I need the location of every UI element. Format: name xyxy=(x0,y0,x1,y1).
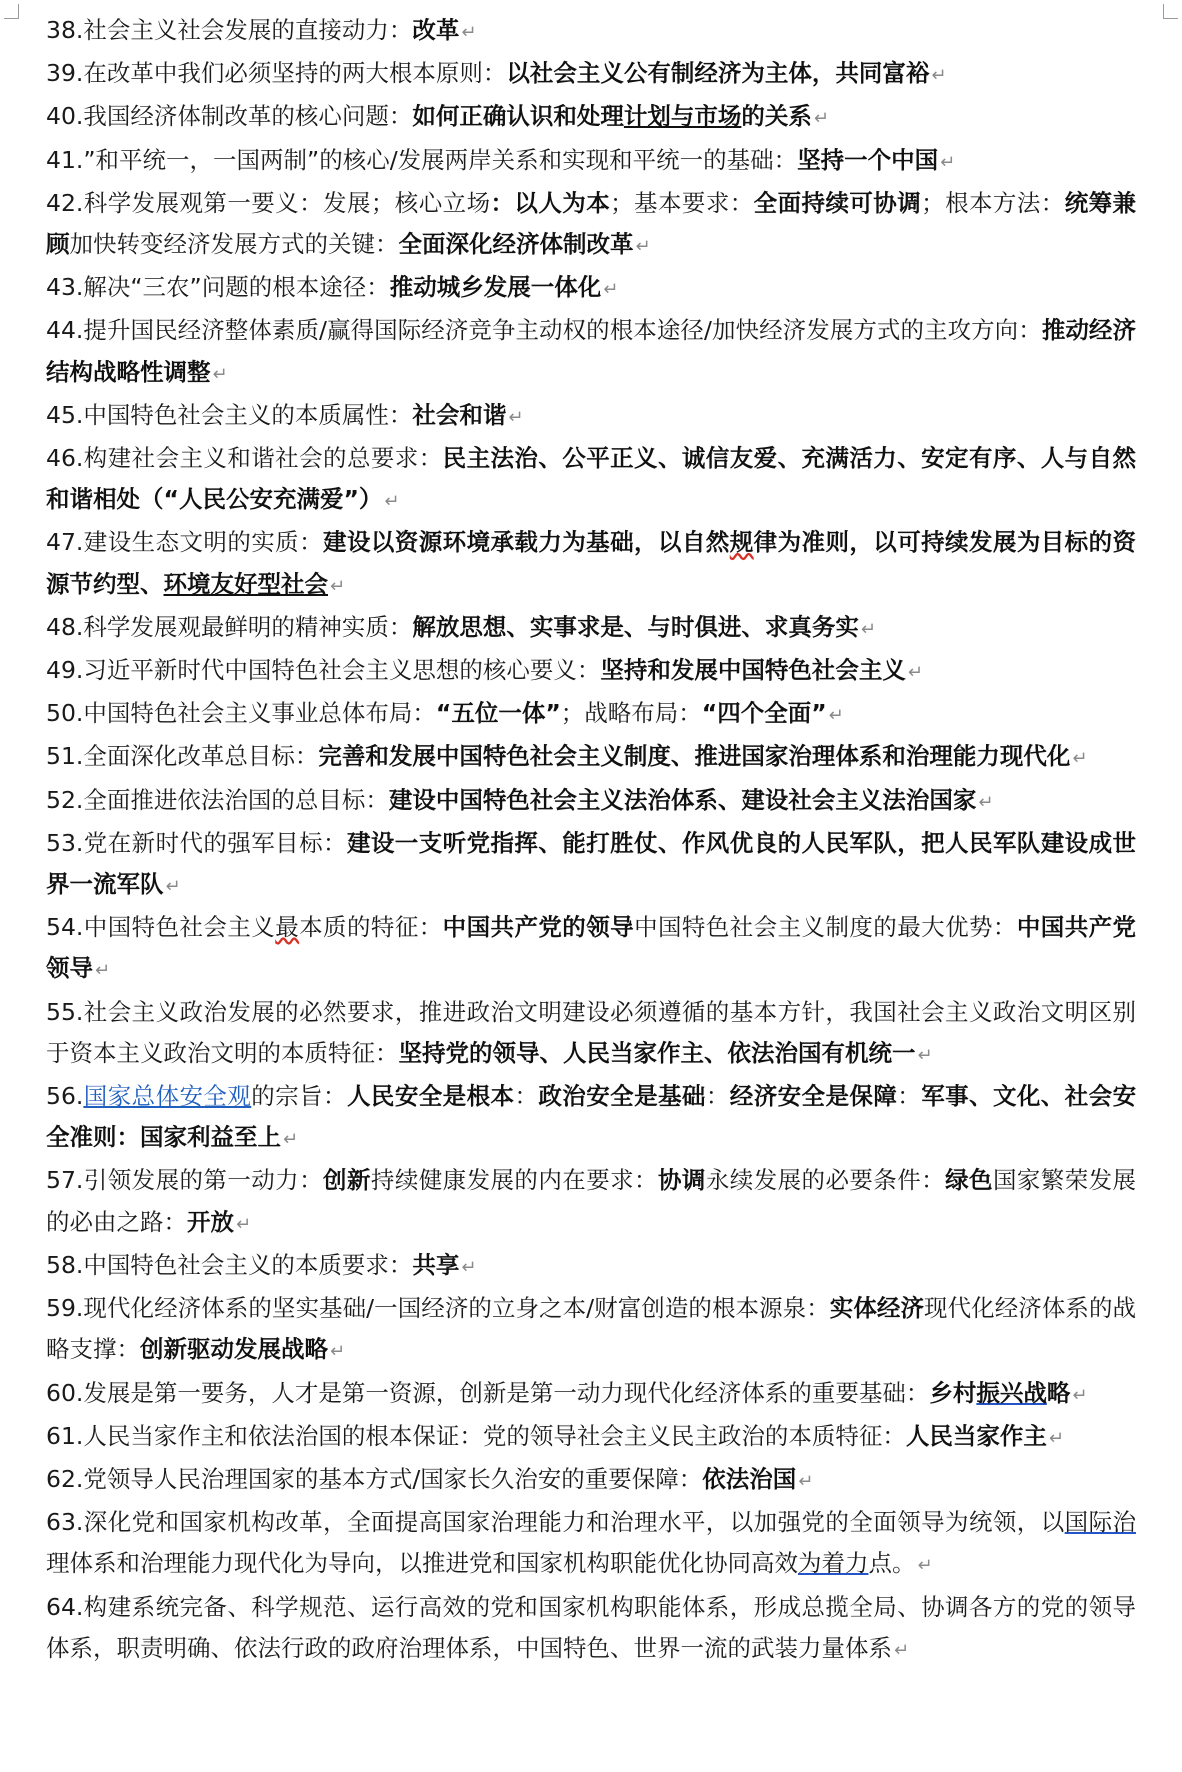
paragraph-text: 坚持一个中国 xyxy=(797,145,939,174)
paragraph-46 xyxy=(46,438,1136,522)
paragraph-mark-icon: ↵ xyxy=(931,65,947,87)
paragraph-mark-icon: ↵ xyxy=(603,279,619,301)
paragraph-60 xyxy=(46,1373,1136,1416)
paragraph-text: 统筹兼顾 xyxy=(46,188,1137,259)
paragraph-mark-icon: ↵ xyxy=(95,960,111,982)
paragraph-52 xyxy=(46,780,1136,823)
paragraph-text: 坚持和发展中国特色社会主义 xyxy=(600,656,906,685)
paragraph-mark-icon: ↵ xyxy=(894,1639,910,1661)
paragraph-53 xyxy=(46,823,1136,907)
paragraph-text: 规 xyxy=(729,528,754,557)
hyperlink-text[interactable]: 计划与市场 xyxy=(623,102,742,131)
paragraph-text: 40.我国经济体制改革的核心问题： xyxy=(46,102,413,131)
paragraph-text: 加快转变经济发展方式的关键： xyxy=(69,230,399,259)
paragraph-59 xyxy=(46,1288,1136,1372)
paragraph-mark-icon: ↵ xyxy=(384,491,400,513)
paragraph-39 xyxy=(46,53,1136,96)
paragraph-mark-icon: ↵ xyxy=(798,1470,814,1492)
paragraph-text: 59.现代化经济体系的坚实基础/一国经济的立身之本/财富创造的根本源泉： xyxy=(46,1294,830,1323)
paragraph-mark-icon: ↵ xyxy=(1048,1427,1064,1449)
paragraph-54 xyxy=(46,907,1136,991)
paragraph-text: ：以人为本 xyxy=(490,188,611,217)
paragraph-mark-icon: ↵ xyxy=(283,1129,299,1151)
paragraph-mark-icon: ↵ xyxy=(236,1213,252,1235)
paragraph-58 xyxy=(46,1245,1136,1288)
paragraph-64 xyxy=(46,1587,1136,1671)
paragraph-text: ： xyxy=(514,1082,539,1111)
paragraph-text: 点。 xyxy=(868,1549,916,1578)
paragraph-text: 中国共产党的领导 xyxy=(442,913,635,942)
paragraph-text: 开放 xyxy=(187,1207,234,1236)
paragraph-mark-icon: ↵ xyxy=(917,1044,933,1066)
paragraph-text: 49.习近平新时代中国特色社会主义思想的核心要义： xyxy=(46,656,601,685)
paragraph-text: 理体系和治理能力现代化为导向，以推进党和国家机构职能优化协同高效 xyxy=(46,1549,798,1578)
paragraph-mark-icon: ↵ xyxy=(860,618,876,640)
paragraph-mark-icon: ↵ xyxy=(813,108,829,130)
paragraph-mark-icon: ↵ xyxy=(212,363,228,385)
paragraph-text: 52.全面推进依法治国的总目标： xyxy=(46,785,389,814)
paragraph-text: 48.科学发展观最鲜明的精神实质： xyxy=(46,612,413,641)
paragraph-text: “五位一体” xyxy=(435,699,561,728)
paragraph-text: 永续发展的必要条件： xyxy=(705,1166,946,1195)
paragraph-text: 43.解决“三农”问题的根本途径： xyxy=(46,273,390,302)
paragraph-50 xyxy=(46,693,1136,736)
paragraph-text: 创新 xyxy=(323,1166,371,1195)
paragraph-text: 57.引领发展的第一动力： xyxy=(46,1166,324,1195)
paragraph-text: 略 xyxy=(1046,1378,1071,1407)
paragraph-text: 持续健康发展的内在要求： xyxy=(370,1166,658,1195)
paragraph-text: ；战略布局： xyxy=(560,699,702,728)
paragraph-text: 中国共产党领导 xyxy=(46,913,1137,983)
paragraph-text: 国际治 xyxy=(1064,1508,1137,1537)
paragraph-text: “四个全面” xyxy=(701,699,827,728)
paragraph-mark-icon: ↵ xyxy=(508,406,524,428)
paragraph-text: 62.党领导人民治理国家的基本方式/国家长久治安的重要保障： xyxy=(46,1464,703,1493)
paragraph-42 xyxy=(46,183,1136,267)
paragraph-text: 45.中国特色社会主义的本质属性： xyxy=(46,400,413,429)
paragraph-text: 律为准则，以可持续发展为目标的资源节约型、 xyxy=(46,528,1137,598)
paragraph-text: 坚持党的领导、人民当家作主、依法治国有机统一 xyxy=(398,1038,916,1067)
paragraph-text: 42.科学发展观第一要义：发展；核心立场 xyxy=(46,188,491,217)
paragraph-text: 51.全面深化改革总目标： xyxy=(46,742,319,771)
paragraph-text: 63.深化党和国家机构改革，全面提高国家治理能力和治理水平，以加强党的全面领导为统领，以 xyxy=(46,1508,1065,1537)
paragraph-63 xyxy=(46,1502,1136,1586)
paragraph-mark-icon: ↵ xyxy=(828,705,844,727)
paragraph-45 xyxy=(46,395,1136,438)
paragraph-mark-icon: ↵ xyxy=(165,876,181,898)
paragraph-text: 人民当家作主 xyxy=(905,1421,1047,1450)
paragraph-mark-icon: ↵ xyxy=(917,1555,933,1577)
paragraph-text: 实体经济 xyxy=(829,1294,925,1323)
paragraph-text: 建设中国特色社会主义法治体系、建设社会主义法治国家 xyxy=(388,785,977,814)
paragraph-text: 61.人民当家作主和依法治国的根本保证：党的领导社会主义民主政治的本质特征： xyxy=(46,1421,906,1450)
paragraph-text: 人民安全是根本 xyxy=(346,1082,515,1111)
hyperlink-text[interactable]: 国家总体安全观 xyxy=(83,1082,252,1111)
paragraph-text: 创新驱动发展战略 xyxy=(140,1335,328,1364)
paragraph-text: 协调 xyxy=(657,1166,706,1195)
paragraph-text: ；根本方法： xyxy=(921,188,1065,217)
paragraph-55 xyxy=(46,992,1136,1076)
paragraph-47 xyxy=(46,522,1136,606)
paragraph-text: 60.发展是第一要务，人才是第一资源，创新是第一动力现代化经济体系的重要基础： xyxy=(46,1378,930,1407)
paragraph-38 xyxy=(46,10,1136,53)
paragraph-text: ；基本要求： xyxy=(610,188,754,217)
paragraph-text: 民主法治、公平正义、诚信友爱、充满活力、安定有序、人与自然和谐相处（“人民公安充满爱”） xyxy=(46,444,1137,514)
paragraph-text: 现代化经济体系的战略支撑： xyxy=(46,1294,1136,1364)
paragraph-mark-icon: ↵ xyxy=(635,236,651,258)
paragraph-mark-icon: ↵ xyxy=(978,791,994,813)
paragraph-text: 58.中国特色社会主义的本质要求： xyxy=(46,1250,413,1279)
paragraph-56 xyxy=(46,1076,1136,1160)
paragraph-text: 建设一支听党指挥、能打胜仗、作风优良的人民军队，把人民军队建设成世界一流军队 xyxy=(46,828,1136,899)
paragraph-57 xyxy=(46,1160,1136,1244)
paragraph-text: 绿色 xyxy=(945,1166,993,1195)
paragraph-text: 全面深化经济体制改革 xyxy=(398,230,634,259)
paragraph-text: 社会和谐 xyxy=(412,400,507,429)
paragraph-text: 46.构建社会主义和谐社会的总要求： xyxy=(46,444,443,473)
paragraph-text: 56. xyxy=(46,1082,84,1111)
paragraph-text: 47.建设生态文明的实质： xyxy=(46,528,324,557)
paragraph-51 xyxy=(46,736,1136,779)
paragraph-mark-icon: ↵ xyxy=(907,662,923,684)
paragraph-text: 本质的特征： xyxy=(299,913,443,942)
paragraph-text: 的关系 xyxy=(741,102,812,131)
paragraph-text: 国家繁荣发展的必由之路： xyxy=(46,1166,1137,1236)
hyperlink-text[interactable]: 环境友好型社会 xyxy=(163,569,328,598)
paragraph-mark-icon: ↵ xyxy=(461,1256,477,1278)
paragraph-text: 53.党在新时代的强军目标： xyxy=(46,828,347,857)
document-body[interactable] xyxy=(46,10,1136,1671)
paragraph-text: 的宗旨： xyxy=(251,1082,347,1111)
margin-corner-right xyxy=(1163,4,1178,19)
paragraph-43 xyxy=(46,267,1136,310)
paragraph-text: 44.提升国民经济整体素质/赢得国际经济竞争主动权的根本途径/加快经济发展方式的主攻方向： xyxy=(46,316,1042,345)
paragraph-text: 解放思想、实事求是、与时俱进、求真务实 xyxy=(412,612,859,641)
paragraph-text: 推动城乡发展一体化 xyxy=(389,273,602,302)
paragraph-text: 完善和发展中国特色社会主义制度、推进国家治理体系和治理能力现代化 xyxy=(318,742,1071,771)
paragraph-mark-icon: ↵ xyxy=(940,151,956,173)
paragraph-mark-icon: ↵ xyxy=(461,22,477,43)
paragraph-text: 55.社会主义政治发展的必然要求，推进政治文明建设必须遵循的基本方针，我国社会主义政治文明区别于资本主义政治文明的本质特征： xyxy=(46,997,1136,1067)
paragraph-text: 39.在改革中我们必须坚持的两大根本原则： xyxy=(46,59,507,88)
paragraph-text: 64.构建系统完备、科学规范、运行高效的党和国家机构职能体系，形成总揽全局、协调各方的党的领导体系，职责明确、依法行政的政府治理体系，中国特色、世界一流的武装力量体系 xyxy=(46,1592,1136,1662)
paragraph-text: 41.”和平统一，一国两制”的核心/发展两岸关系和实现和平统一的基础： xyxy=(46,145,798,174)
paragraph-text: 军事、文化、社会安全准则：国家利益至上 xyxy=(46,1082,1137,1152)
paragraph-text: 经济安全是保障 xyxy=(729,1082,898,1111)
paragraph-mark-icon: ↵ xyxy=(1072,748,1088,770)
paragraph-text: 依法治国 xyxy=(702,1464,797,1493)
paragraph-text: 共享 xyxy=(412,1250,460,1279)
paragraph-text: 全面持续可协调 xyxy=(753,188,922,217)
paragraph-44 xyxy=(46,310,1136,394)
paragraph-text: 改革 xyxy=(412,16,460,44)
paragraph-text: 政治安全是基础 xyxy=(538,1082,706,1111)
paragraph-text: 54.中国特色社会主义 xyxy=(46,913,276,942)
paragraph-48 xyxy=(46,607,1136,650)
paragraph-62 xyxy=(46,1459,1136,1502)
paragraph-text: 50.中国特色社会主义事业总体布局： xyxy=(46,699,436,728)
paragraph-text: 振兴战 xyxy=(976,1378,1047,1407)
paragraph-49 xyxy=(46,650,1136,693)
paragraph-mark-icon: ↵ xyxy=(330,575,346,597)
paragraph-text: ： xyxy=(897,1082,922,1111)
paragraph-text: 为着力 xyxy=(798,1549,869,1578)
paragraph-41 xyxy=(46,140,1136,183)
paragraph-text: 乡村 xyxy=(929,1378,977,1407)
paragraph-text: 建设以资源环境承载力为基础，以自然 xyxy=(323,528,730,557)
paragraph-text: 最 xyxy=(275,913,300,942)
paragraph-61 xyxy=(46,1416,1136,1459)
paragraph-text: 以社会主义公有制经济为主体，共同富裕 xyxy=(506,59,930,88)
paragraph-text: 推动经济结构战略性调整 xyxy=(46,316,1136,386)
paragraph-mark-icon: ↵ xyxy=(330,1341,346,1363)
margin-corner-left xyxy=(4,4,19,19)
paragraph-text: ： xyxy=(705,1082,730,1111)
paragraph-text: 中国特色社会主义制度的最大优势： xyxy=(634,913,1017,942)
paragraph-text: 38.社会主义社会发展的直接动力： xyxy=(46,16,413,44)
paragraph-text: 如何正确认识和处理 xyxy=(412,102,624,131)
paragraph-mark-icon: ↵ xyxy=(1072,1384,1088,1406)
paragraph-40 xyxy=(46,96,1136,139)
